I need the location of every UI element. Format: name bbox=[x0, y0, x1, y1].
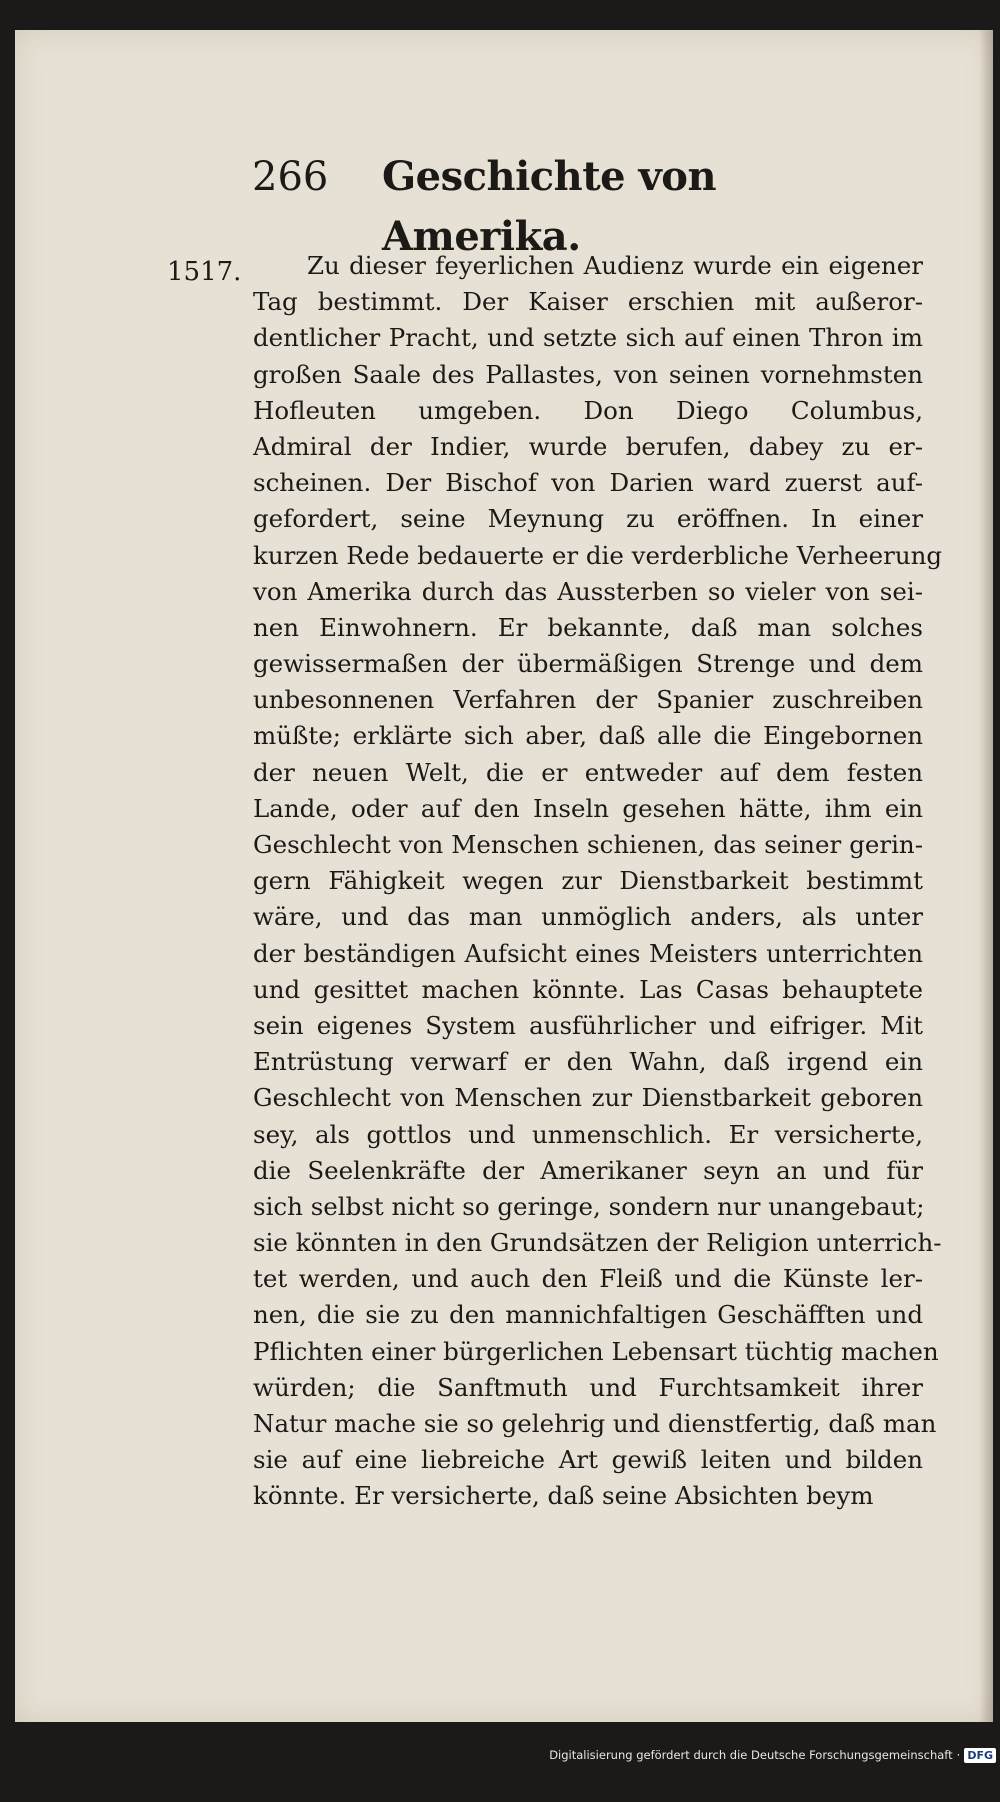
text-line: Geschlecht von Menschen schienen, das seiner gerin- bbox=[253, 830, 923, 859]
text-line: und gesittet machen könnte. Las Casas behauptete bbox=[253, 974, 923, 1004]
page-header bbox=[252, 147, 852, 260]
text-line: die Seelenkräfte der Amerikaner seyn an und für bbox=[253, 1155, 923, 1185]
dfg-logo: DFG bbox=[964, 1748, 996, 1763]
text-line: sich selbst nicht so geringe, sondern nur unangebaut; bbox=[253, 1191, 925, 1221]
text-line: der beständigen Aufsicht eines Meisters unterrichten bbox=[253, 938, 923, 968]
text-line: gefordert, seine Meynung zu eröffnen. In einer bbox=[253, 504, 923, 534]
text-line: Lande, oder auf den Inseln gesehen hätte, ihm ein bbox=[253, 793, 923, 823]
text-line: Geschlecht von Menschen zur Dienstbarkeit geboren bbox=[253, 1083, 923, 1113]
text-line: Entrüstung verwarf er den Wahn, daß irgend ein bbox=[253, 1047, 923, 1077]
text-line: Pflichten einer bürgerlichen Lebensart tüchtig machen bbox=[253, 1336, 939, 1366]
text-line: sie auf eine liebreiche Art gewiß leiten und bilden bbox=[253, 1445, 923, 1475]
text-line: sein eigenes System ausführlicher und eifriger. Mit bbox=[253, 1010, 923, 1040]
text-line: der neuen Welt, die er entweder auf dem festen bbox=[253, 757, 923, 787]
page-number: 266 bbox=[252, 154, 329, 200]
text-line: dentlicher Pracht, und setzte sich auf einen Thron im bbox=[253, 323, 923, 353]
text-line: müßte; erklärte sich aber, daß alle die Eingebornen bbox=[253, 721, 923, 751]
text-line: Admiral der Indier, wurde berufen, dabey zu er- bbox=[253, 431, 923, 461]
running-title: Geschichte von Amerika. bbox=[382, 153, 717, 260]
text-line: könnte. Er versicherte, daß seine Absichten beym bbox=[253, 1481, 874, 1511]
text-line: scheinen. Der Bischof von Darien ward zuerst auf- bbox=[253, 468, 923, 498]
text-line: würden; die Sanftmuth und Furchtsamkeit ihrer bbox=[253, 1372, 923, 1402]
digitization-credit bbox=[549, 1743, 996, 1767]
catchword: Vor- bbox=[872, 1769, 923, 1798]
text-line: wäre, und das man unmöglich anders, als unter bbox=[253, 902, 923, 932]
text-line: sie könnten in den Grundsätzen der Religion unterrich- bbox=[253, 1228, 942, 1258]
text-line: Natur mache sie so gelehrig und dienstfertig, daß man bbox=[253, 1409, 937, 1438]
text-line: Zu dieser feyerlichen Audienz wurde ein eigener bbox=[307, 251, 923, 280]
text-line: Tag bestimmt. Der Kaiser erschien mit außeror- bbox=[253, 287, 923, 317]
text-line: großen Saale des Pallastes, von seinen vornehmsten bbox=[253, 359, 923, 389]
text-line: Hofleuten umgeben. Don Diego Columbus, bbox=[253, 395, 923, 425]
text-line: gewissermaßen der übermäßigen Strenge und dem bbox=[253, 649, 923, 679]
text-line: nen, die sie zu den mannichfaltigen Geschäfften und bbox=[253, 1300, 923, 1330]
text-line: sey, als gottlos und unmenschlich. Er versicherte, bbox=[253, 1119, 923, 1149]
credit-separator: · bbox=[956, 1748, 961, 1762]
text-line: kurzen Rede bedauerte er die verderbliche Verheerung bbox=[253, 540, 943, 570]
margin-year-note: 1517. bbox=[167, 257, 242, 287]
text-line: von Amerika durch das Aussterben so vieler von sei- bbox=[253, 576, 923, 606]
credit-text: Digitalisierung gefördert durch die Deutsche Forschungsgemeinschaft bbox=[549, 1748, 953, 1762]
text-line: nen Einwohnern. Er bekannte, daß man solches bbox=[253, 612, 923, 642]
text-line: tet werden, und auch den Fleiß und die Künste ler- bbox=[253, 1264, 923, 1294]
text-line: unbesonnenen Verfahren der Spanier zuschreiben bbox=[253, 685, 923, 715]
text-line: gern Fähigkeit wegen zur Dienstbarkeit bestimmt bbox=[253, 866, 923, 896]
